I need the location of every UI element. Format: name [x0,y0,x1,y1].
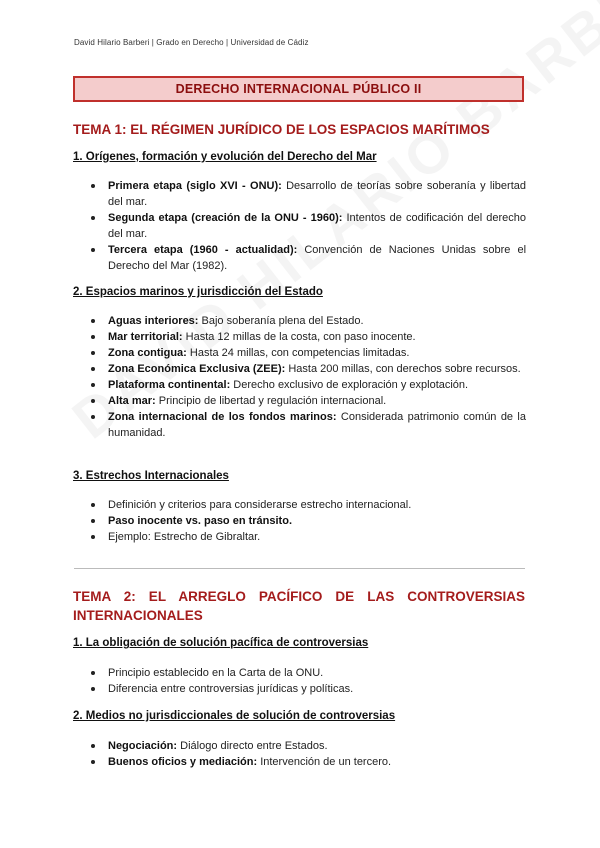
list-item-term: Negociación: [108,740,178,752]
list-item [108,329,526,345]
section-heading: 1. Orígenes, formación y evolución del Derecho del Mar [73,151,377,163]
list-item [108,242,526,274]
list-item-text: Principio de libertad y regulación internacional. [155,395,387,407]
section-heading: 2. Medios no jurisdiccionales de solución de controversias [73,710,396,722]
section-list [108,665,526,697]
list-item [108,681,526,697]
list-item [108,754,526,770]
list-item-term: Alta mar: [108,395,156,407]
list-item-text: Hasta 12 millas de la costa, con paso inocente. [182,331,416,343]
list-item [108,409,526,441]
list-item [108,513,526,529]
page-header: David Hilario Barberi | Grado en Derecho | Universidad de Cádiz [74,38,309,47]
list-item-term: Buenos oficios y mediación: [108,756,258,768]
tema-1-title: TEMA 1: EL RÉGIMEN JURÍDICO DE LOS ESPACIOS MARÍTIMOS [73,122,490,137]
list-item-term: Primera etapa (siglo XVI - ONU): [108,180,282,192]
tema-2-title-line-1: TEMA 2: EL ARREGLO PACÍFICO DE LAS CONTROVERSIAS [73,589,525,604]
list-item [108,529,526,545]
section-list [108,313,526,441]
list-item-term: Tercera etapa (1960 - actualidad): [108,244,298,256]
list-item-text: Hasta 200 millas, con derechos sobre recursos. [285,363,521,375]
section-heading: 3. Estrechos Internacionales [73,470,229,482]
list-item-term: Aguas interiores: [108,315,199,327]
list-item-text: Diferencia entre controversias jurídicas y políticas. [108,683,354,695]
list-item-term: Mar territorial: [108,331,183,343]
section-list [108,178,526,274]
list-item [108,377,526,393]
list-item-text: Intentos de codificación del derecho del mar. [108,212,526,240]
tema-2-title [73,587,525,625]
section-heading: 1. La obligación de solución pacífica de controversias [73,637,369,649]
list-item [108,497,526,513]
list-item [108,178,526,210]
list-item-text: Ejemplo: Estrecho de Gibraltar. [108,531,261,543]
list-item [108,393,526,409]
list-item [108,665,526,681]
list-item-text: Principio establecido en la Carta de la ONU. [108,667,324,679]
list-item-term: Plataforma continental: [108,379,231,391]
list-item-term: Zona contigua: [108,347,187,359]
list-item-term: Zona Económica Exclusiva (ZEE): [108,363,286,375]
tema-2-title-line-2: INTERNACIONALES [73,608,203,623]
section-list [108,497,526,545]
list-item-text: Bajo soberanía plena del Estado. [198,315,364,327]
list-item-text: Considerada patrimonio común de la humanidad. [108,411,526,439]
list-item [108,313,526,329]
list-item-term: Zona internacional de los fondos marinos: [108,411,337,423]
list-item-text: Definición y criterios para considerarse estrecho internacional. [108,499,412,511]
list-item [108,738,526,754]
list-item [108,210,526,242]
section-divider [74,568,525,569]
list-item-text: Convención de Naciones Unidas sobre el Derecho del Mar (1982). [108,244,527,272]
list-item-text: Derecho exclusivo de exploración y explotación. [230,379,469,391]
list-item-text: Diálogo directo entre Estados. [177,740,328,752]
section-list [108,738,526,770]
document-title: DERECHO INTERNACIONAL PÚBLICO II [73,76,524,102]
list-item-text: Desarrollo de teorías sobre soberanía y libertad del mar. [108,180,526,208]
list-item [108,345,526,361]
list-item-text: Intervención de un tercero. [257,756,392,768]
list-item-text: Hasta 24 millas, con competencias limitadas. [186,347,410,359]
list-item-term: Paso inocente vs. paso en tránsito. [108,515,292,527]
list-item-term: Segunda etapa (creación de la ONU - 1960): [108,212,343,224]
list-item [108,361,526,377]
section-heading: 2. Espacios marinos y jurisdicción del Estado [73,286,323,298]
